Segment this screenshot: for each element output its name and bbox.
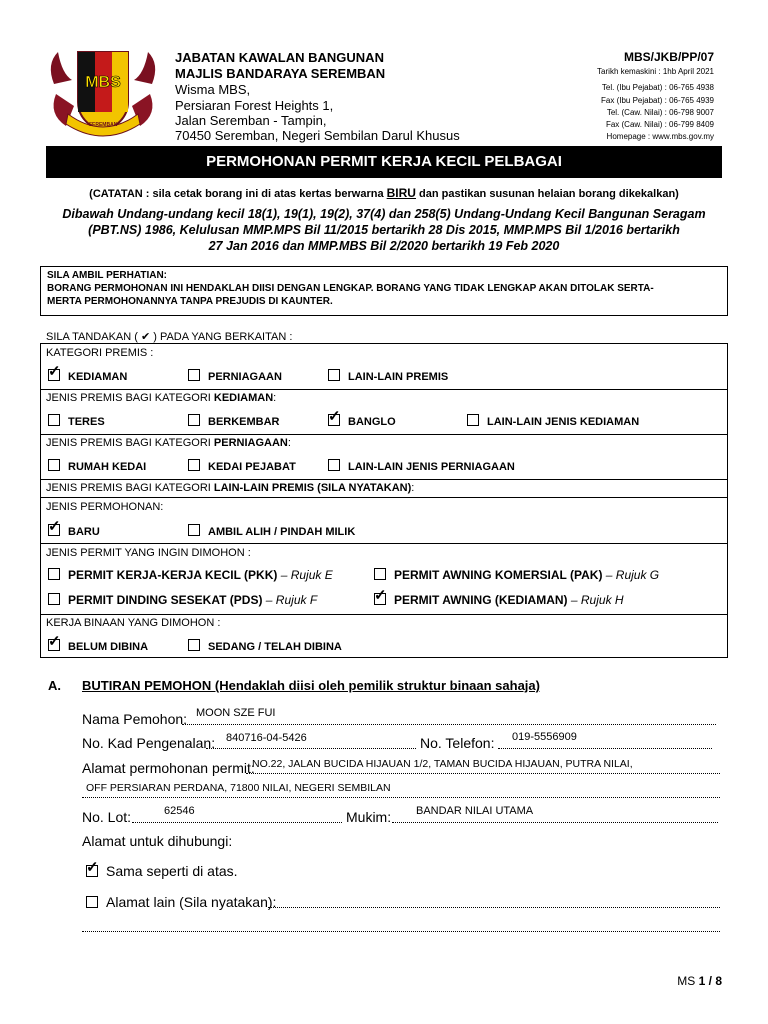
org-address-2: Persiaran Forest Heights 1,: [175, 98, 334, 113]
option-awning-kediaman[interactable]: [374, 587, 624, 607]
checkbox-pak[interactable]: [374, 568, 386, 580]
checkbox-teres[interactable]: [48, 414, 60, 426]
checkbox-lain-lain-perniagaan[interactable]: [328, 459, 340, 471]
form-title: PERMOHONAN PERMIT KERJA KECIL PELBAGAI: [206, 153, 562, 170]
alamat-permohonan-line1: [246, 773, 720, 774]
option-pak-label: PERMIT AWNING KOMERSIAL (PAK): [394, 568, 603, 582]
page-number: [677, 974, 722, 988]
option-berkembar[interactable]: [188, 414, 280, 428]
nama-pemohon-field[interactable]: MOON SZE FUI: [196, 707, 276, 719]
divider-1: [40, 389, 728, 390]
jenis-kediaman-label-suffix: :: [273, 392, 277, 404]
check-mark-icon: ✓: [48, 633, 61, 650]
check-mark-icon: ✓: [328, 408, 341, 425]
option-kediaman[interactable]: [48, 363, 128, 383]
check-mark-icon: ✓: [48, 518, 61, 535]
form-title-bar: [46, 146, 722, 178]
option-teres[interactable]: [48, 414, 105, 428]
checkbox-belum-dibina[interactable]: [48, 633, 61, 651]
page-number-prefix: MS: [677, 974, 699, 988]
option-lain-lain-kediaman[interactable]: [467, 414, 639, 428]
kategori-premis-label: KATEGORI PREMIS :: [46, 347, 154, 359]
form-ref-code: MBS/JKB/PP/07: [623, 50, 714, 64]
kad-pengenalan-line: [206, 748, 416, 749]
option-alamat-lain[interactable]: [86, 894, 276, 910]
option-pkk-label: PERMIT KERJA-KERJA KECIL (PKK): [68, 568, 278, 582]
kad-pengenalan-field[interactable]: 840716-04-5426: [226, 732, 307, 744]
jenis-perniagaan-label: [46, 437, 291, 449]
form-updated-date: Tarikh kemaskini : 1hb April 2021: [597, 67, 714, 76]
option-lain-lain-kediaman-label: LAIN-LAIN JENIS KEDIAMAN: [487, 416, 640, 428]
alamat-permohonan-line2: [82, 797, 720, 798]
jenis-lain-lain-label: [46, 482, 414, 494]
checkbox-ambil-alih[interactable]: [188, 524, 200, 536]
checkbox-sama-seperti-di-atas[interactable]: [86, 859, 99, 877]
option-baru[interactable]: [48, 518, 100, 538]
attention-title: SILA AMBIL PERHATIAN:: [47, 270, 167, 281]
option-pds-ref: – Rujuk F: [262, 593, 318, 607]
option-awning-kediaman-ref: – Rujuk H: [567, 593, 624, 607]
option-kedai-pejabat-label: KEDAI PEJABAT: [208, 461, 296, 473]
legal-text-line2: (PBT.NS) 1986, Kelulusan MMP.MPS Bil 11/2015 bertarikh 28 Dis 2015, MMP.MPS Bil 1/2016 bertarikh: [88, 223, 680, 237]
jenis-permit-label: JENIS PERMIT YANG INGIN DIMOHON :: [46, 547, 251, 559]
alamat-dihubungi-label: Alamat untuk dihubungi:: [82, 833, 233, 849]
checkbox-perniagaan[interactable]: [188, 369, 200, 381]
option-kediaman-label: KEDIAMAN: [68, 371, 128, 383]
attention-box: [40, 266, 728, 316]
option-lain-lain-perniagaan-label: LAIN-LAIN JENIS PERNIAGAAN: [348, 461, 515, 473]
attention-line1: BORANG PERMOHONAN INI HENDAKLAH DIISI DENGAN LENGKAP. BORANG YANG TIDAK LENGKAP AKAN DITOLAK SERTA-: [47, 283, 654, 294]
option-pak[interactable]: [374, 568, 659, 582]
legal-text-line3: 27 Jan 2016 dan MMP.MBS Bil 2/2020 bertarikh 19 Feb 2020: [208, 239, 560, 253]
option-berkembar-label: BERKEMBAR: [208, 416, 280, 428]
option-baru-label: BARU: [68, 526, 100, 538]
telefon-line: [498, 748, 712, 749]
page-number-value: 1 / 8: [698, 974, 722, 988]
sama-seperti-di-atas-label: Sama seperti di atas.: [106, 863, 238, 879]
no-lot-field[interactable]: 62546: [164, 805, 195, 817]
alamat-lain-line1[interactable]: [268, 907, 720, 908]
checkbox-pkk[interactable]: [48, 568, 60, 580]
option-pak-ref: – Rujuk G: [602, 568, 660, 582]
option-ambil-alih[interactable]: [188, 524, 355, 538]
option-sama-seperti-di-atas[interactable]: [86, 859, 238, 879]
checkbox-berkembar[interactable]: [188, 414, 200, 426]
option-teres-label: TERES: [68, 416, 105, 428]
check-mark-icon: ✓: [374, 587, 387, 604]
mukim-field[interactable]: BANDAR NILAI UTAMA: [416, 805, 534, 817]
part-a-letter: A.: [48, 678, 61, 693]
org-name-line1: JABATAN KAWALAN BANGUNAN: [175, 50, 384, 65]
attention-line2: MERTA PERMOHONANNYA TANPA PREJUDIS DI KAUNTER.: [47, 296, 333, 307]
option-banglo-label: BANGLO: [348, 416, 396, 428]
option-ambil-alih-label: AMBIL ALIH / PINDAH MILIK: [208, 526, 356, 538]
contact-homepage: Homepage : www.mbs.gov.my: [606, 132, 714, 141]
checkbox-sedang-dibina[interactable]: [188, 639, 200, 651]
org-name-line2: MAJLIS BANDARAYA SEREMBAN: [175, 66, 386, 81]
jenis-perniagaan-label-prefix: JENIS PREMIS BAGI KATEGORI: [46, 437, 214, 449]
checkbox-pds[interactable]: [48, 593, 60, 605]
jenis-lain-lain-label-prefix: JENIS PREMIS BAGI KATEGORI: [46, 482, 214, 494]
checkbox-rumah-kedai[interactable]: [48, 459, 60, 471]
divider-6: [40, 614, 728, 615]
checkbox-banglo[interactable]: [328, 408, 341, 426]
option-lain-lain-premis[interactable]: [328, 369, 448, 383]
kerja-binaan-label: KERJA BINAAN YANG DIMOHON :: [46, 617, 221, 629]
option-belum-dibina-label: BELUM DIBINA: [68, 641, 149, 653]
legal-text: [0, 206, 768, 254]
option-lain-lain-perniagaan[interactable]: [328, 459, 515, 473]
mukim-label: Mukim:: [346, 809, 392, 825]
checkbox-awning-kediaman[interactable]: [374, 587, 387, 605]
option-pds-label: PERMIT DINDING SESEKAT (PDS): [68, 593, 263, 607]
option-pkk[interactable]: [48, 568, 333, 582]
part-a-title: BUTIRAN PEMOHON (Hendaklah diisi oleh pemilik struktur binaan sahaja): [82, 678, 540, 693]
jenis-perniagaan-label-suffix: :: [287, 437, 291, 449]
check-mark-icon: ✓: [86, 859, 99, 876]
check-mark-icon: ✓: [48, 363, 61, 380]
print-note: [0, 186, 768, 200]
contact-tel-nilai: Tel. (Caw. Nilai) : 06-798 9007: [606, 108, 714, 117]
print-note-suffix: dan pastikan susunan helaian borang dikekalkan): [415, 188, 679, 200]
option-kedai-pejabat[interactable]: [188, 459, 296, 473]
jenis-kediaman-label-bold: KEDIAMAN: [213, 392, 274, 404]
alamat-permohonan-field2[interactable]: OFF PERSIARAN PERDANA, 71800 NILAI, NEGERI SEMBILAN: [86, 782, 391, 794]
no-lot-label: No. Lot:: [82, 809, 132, 825]
contact-fax-nilai: Fax (Caw. Nilai) : 06-799 8409: [605, 120, 714, 129]
org-address-3: Jalan Seremban - Tampin,: [175, 113, 327, 128]
jenis-kediaman-label-prefix: JENIS PREMIS BAGI KATEGORI: [46, 392, 214, 404]
option-awning-kediaman-label: PERMIT AWNING (KEDIAMAN): [394, 593, 568, 607]
option-perniagaan[interactable]: [188, 369, 282, 383]
jenis-perniagaan-label-bold: PERNIAGAAN: [213, 437, 288, 449]
logo-text: MBS: [85, 74, 121, 91]
no-lot-line: [132, 822, 342, 823]
org-address-4: 70450 Seremban, Negeri Sembilan Darul Khusus: [175, 128, 460, 143]
option-sedang-dibina-label: SEDANG / TELAH DIBINA: [208, 641, 342, 653]
checkbox-lain-lain-premis[interactable]: [328, 369, 340, 381]
option-perniagaan-label: PERNIAGAAN: [208, 371, 282, 383]
contact-fax-hq: Fax (Ibu Pejabat) : 06-765 4939: [601, 96, 714, 105]
telefon-label: No. Telefon:: [420, 735, 495, 751]
logo-banner: SEREMBAN: [88, 122, 118, 128]
mukim-line: [392, 822, 718, 823]
divider-2: [40, 434, 728, 435]
kad-pengenalan-label: No. Kad Pengenalan:: [82, 735, 216, 751]
contact-tel-hq: Tel. (Ibu Pejabat) : 06-765 4938: [601, 83, 714, 92]
print-note-prefix: (CATATAN : sila cetak borang ini di atas kertas berwarna: [89, 188, 387, 200]
org-address-1: Wisma MBS,: [175, 82, 251, 97]
print-note-highlight: BIRU: [386, 186, 416, 200]
checkbox-baru[interactable]: [48, 518, 61, 536]
checkbox-lain-lain-kediaman[interactable]: [467, 414, 479, 426]
option-rumah-kedai-label: RUMAH KEDAI: [68, 461, 147, 473]
option-banglo[interactable]: [328, 408, 396, 428]
jenis-kediaman-label: [46, 392, 276, 404]
option-sedang-dibina[interactable]: [188, 639, 342, 653]
option-belum-dibina[interactable]: [48, 633, 149, 653]
tick-instruction: SILA TANDAKAN ( ✔ ) PADA YANG BERKAITAN :: [46, 331, 293, 343]
alamat-lain-line2[interactable]: [82, 931, 720, 932]
nama-pemohon-label: Nama Pemohon:: [82, 711, 188, 727]
option-pkk-ref: – Rujuk E: [277, 568, 333, 582]
option-rumah-kedai[interactable]: [48, 459, 146, 473]
divider-5: [40, 543, 728, 544]
divider-4: [40, 497, 728, 498]
checkbox-kediaman[interactable]: [48, 363, 61, 381]
alamat-permohonan-label: Alamat permohonan permit:: [82, 760, 255, 776]
telefon-field[interactable]: 019-5556909: [512, 731, 577, 743]
alamat-lain-label: Alamat lain (Sila nyatakan):: [106, 894, 277, 910]
divider-3: [40, 479, 728, 480]
nama-pemohon-line: [182, 724, 716, 725]
option-lain-lain-premis-label: LAIN-LAIN PREMIS: [348, 371, 449, 383]
jenis-lain-lain-label-bold: LAIN-LAIN PREMIS (SILA NYATAKAN): [213, 482, 412, 494]
jenis-lain-lain-label-suffix: :: [411, 482, 415, 494]
mbs-logo: [44, 44, 162, 142]
checkbox-alamat-lain[interactable]: [86, 896, 98, 908]
legal-text-line1: Dibawah Undang-undang kecil 18(1), 19(1), 19(2), 37(4) dan 258(5) Undang-Undang Kecil Bangunan Seragam: [62, 207, 706, 221]
option-pds[interactable]: [48, 593, 317, 607]
checkbox-kedai-pejabat[interactable]: [188, 459, 200, 471]
alamat-permohonan-field1[interactable]: NO.22, JALAN BUCIDA HIJAUAN 1/2, TAMAN BUCIDA HIJAUAN, PUTRA NILAI,: [252, 758, 633, 770]
jenis-permohonan-label: JENIS PERMOHONAN:: [46, 501, 164, 513]
